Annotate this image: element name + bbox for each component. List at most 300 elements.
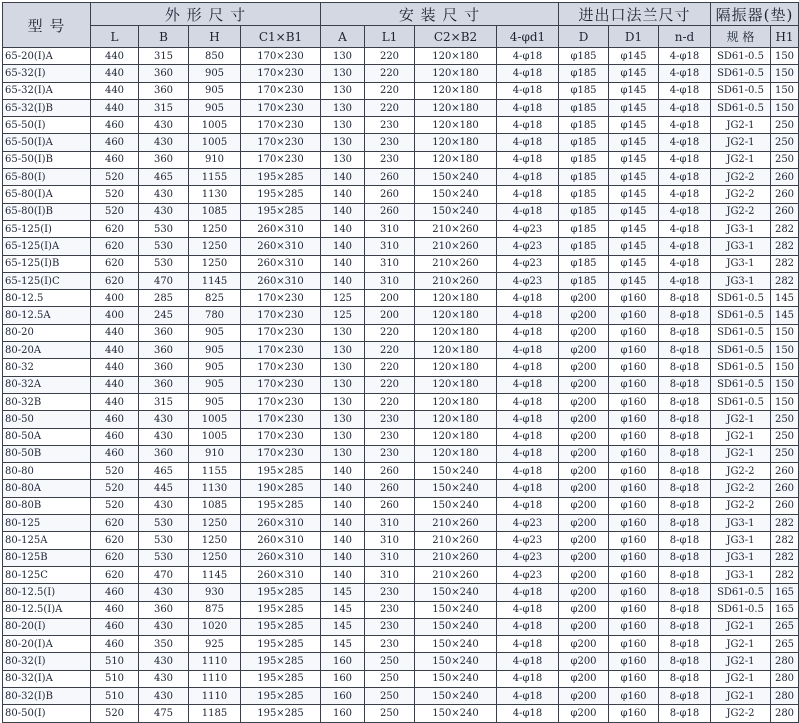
value-cell: 4-φ18 xyxy=(497,463,559,480)
value-cell: φ185 xyxy=(559,65,609,82)
value-cell: 430 xyxy=(139,411,189,428)
value-cell: φ200 xyxy=(559,705,609,722)
value-cell: 230 xyxy=(365,584,415,601)
value-cell: JG2-1 xyxy=(711,117,771,134)
model-cell: 80-32B xyxy=(3,393,91,410)
value-cell: 1185 xyxy=(189,705,241,722)
value-cell: 210×260 xyxy=(415,272,497,289)
value-cell: φ185 xyxy=(559,255,609,272)
value-cell: φ185 xyxy=(559,203,609,220)
value-cell: JG2-2 xyxy=(711,705,771,722)
value-cell: 8-φ18 xyxy=(659,532,711,549)
value-cell: 400 xyxy=(91,290,139,307)
value-cell: 4-φ18 xyxy=(659,169,711,186)
model-cell: 80-80 xyxy=(3,463,91,480)
value-cell: 4-φ18 xyxy=(497,342,559,359)
value-cell: 310 xyxy=(365,272,415,289)
value-cell: φ160 xyxy=(609,670,659,687)
value-cell: SD61-0.5 xyxy=(711,324,771,341)
value-cell: 260×310 xyxy=(241,272,321,289)
value-cell: 1130 xyxy=(189,480,241,497)
value-cell: 430 xyxy=(139,584,189,601)
value-cell: φ185 xyxy=(559,220,609,237)
value-cell: JG2-1 xyxy=(711,151,771,168)
value-cell: 310 xyxy=(365,238,415,255)
value-cell: 250 xyxy=(771,445,799,462)
value-cell: 520 xyxy=(91,705,139,722)
value-cell: 520 xyxy=(91,463,139,480)
value-cell: SD61-0.5 xyxy=(711,307,771,324)
value-cell: φ160 xyxy=(609,393,659,410)
value-cell: 265 xyxy=(771,618,799,635)
header-b: B xyxy=(139,26,189,48)
value-cell: 4-φ18 xyxy=(497,687,559,704)
table-body xyxy=(3,48,799,723)
value-cell: 310 xyxy=(365,566,415,583)
header-a: A xyxy=(321,26,365,48)
value-cell: 282 xyxy=(771,272,799,289)
value-cell: 430 xyxy=(139,687,189,704)
model-cell: 65-80(I)B xyxy=(3,203,91,220)
value-cell: φ185 xyxy=(559,134,609,151)
value-cell: 4-φ18 xyxy=(659,203,711,220)
value-cell: φ160 xyxy=(609,445,659,462)
value-cell: 250 xyxy=(365,670,415,687)
value-cell: 460 xyxy=(91,618,139,635)
value-cell: 8-φ18 xyxy=(659,549,711,566)
value-cell: 260 xyxy=(771,203,799,220)
value-cell: 282 xyxy=(771,238,799,255)
value-cell: 360 xyxy=(139,445,189,462)
value-cell: SD61-0.5 xyxy=(711,584,771,601)
table-row xyxy=(3,497,799,514)
value-cell: 130 xyxy=(321,99,365,116)
value-cell: 4-φ23 xyxy=(497,515,559,532)
table-row xyxy=(3,618,799,635)
table-row xyxy=(3,48,799,65)
value-cell: JG3-1 xyxy=(711,238,771,255)
model-cell: 80-12.5(I)A xyxy=(3,601,91,618)
value-cell: 120×180 xyxy=(415,428,497,445)
value-cell: 170×230 xyxy=(241,99,321,116)
value-cell: 315 xyxy=(139,99,189,116)
value-cell: 210×260 xyxy=(415,255,497,272)
value-cell: 282 xyxy=(771,566,799,583)
value-cell: 8-φ18 xyxy=(659,324,711,341)
value-cell: 1110 xyxy=(189,670,241,687)
value-cell: 220 xyxy=(365,359,415,376)
value-cell: 4-φ18 xyxy=(497,393,559,410)
value-cell: 220 xyxy=(365,65,415,82)
value-cell: 4-φ18 xyxy=(497,169,559,186)
value-cell: 620 xyxy=(91,532,139,549)
value-cell: 1110 xyxy=(189,653,241,670)
value-cell: 150 xyxy=(771,376,799,393)
value-cell: 145 xyxy=(321,601,365,618)
value-cell: 8-φ18 xyxy=(659,618,711,635)
value-cell: JG2-1 xyxy=(711,134,771,151)
value-cell: 620 xyxy=(91,272,139,289)
value-cell: JG2-1 xyxy=(711,653,771,670)
table-row xyxy=(3,687,799,704)
value-cell: φ200 xyxy=(559,687,609,704)
model-cell: 80-32 xyxy=(3,359,91,376)
value-cell: 530 xyxy=(139,220,189,237)
value-cell: JG2-1 xyxy=(711,411,771,428)
value-cell: 260×310 xyxy=(241,255,321,272)
value-cell: 230 xyxy=(365,151,415,168)
value-cell: 195×285 xyxy=(241,169,321,186)
value-cell: 130 xyxy=(321,359,365,376)
header-h: H xyxy=(189,26,241,48)
value-cell: φ160 xyxy=(609,411,659,428)
value-cell: 140 xyxy=(321,238,365,255)
table-row xyxy=(3,359,799,376)
value-cell: JG2-1 xyxy=(711,687,771,704)
value-cell: 8-φ18 xyxy=(659,566,711,583)
value-cell: SD61-0.5 xyxy=(711,601,771,618)
header-model: 型 号 xyxy=(3,3,91,48)
value-cell: 4-φ18 xyxy=(497,428,559,445)
value-cell: 150 xyxy=(771,393,799,410)
value-cell: 4-φ18 xyxy=(659,65,711,82)
value-cell: 150×240 xyxy=(415,636,497,653)
value-cell: 620 xyxy=(91,220,139,237)
value-cell: 170×230 xyxy=(241,307,321,324)
value-cell: JG3-1 xyxy=(711,532,771,549)
table-row xyxy=(3,151,799,168)
value-cell: 150×240 xyxy=(415,601,497,618)
value-cell: 4-φ18 xyxy=(659,48,711,65)
value-cell: φ185 xyxy=(559,82,609,99)
value-cell: 460 xyxy=(91,117,139,134)
value-cell: 260 xyxy=(365,463,415,480)
value-cell: 195×285 xyxy=(241,670,321,687)
value-cell: 440 xyxy=(91,393,139,410)
value-cell: 190×285 xyxy=(241,480,321,497)
value-cell: 360 xyxy=(139,324,189,341)
value-cell: 150 xyxy=(771,48,799,65)
value-cell: 4-φ18 xyxy=(659,272,711,289)
value-cell: 170×230 xyxy=(241,151,321,168)
value-cell: JG3-1 xyxy=(711,566,771,583)
value-cell: φ185 xyxy=(559,48,609,65)
value-cell: 170×230 xyxy=(241,393,321,410)
table-row xyxy=(3,82,799,99)
value-cell: 440 xyxy=(91,359,139,376)
value-cell: JG2-2 xyxy=(711,480,771,497)
value-cell: 430 xyxy=(139,203,189,220)
value-cell: 430 xyxy=(139,186,189,203)
model-cell: 80-32(I)B xyxy=(3,687,91,704)
table-row xyxy=(3,549,799,566)
value-cell: 430 xyxy=(139,134,189,151)
value-cell: JG2-1 xyxy=(711,445,771,462)
model-cell: 80-32(I)A xyxy=(3,670,91,687)
value-cell: 145 xyxy=(321,618,365,635)
value-cell: φ160 xyxy=(609,636,659,653)
value-cell: 150 xyxy=(771,342,799,359)
value-cell: 265 xyxy=(771,636,799,653)
value-cell: φ200 xyxy=(559,411,609,428)
value-cell: 8-φ18 xyxy=(659,653,711,670)
value-cell: 8-φ18 xyxy=(659,463,711,480)
table-row xyxy=(3,428,799,445)
model-cell: 65-125(I) xyxy=(3,220,91,237)
value-cell: φ200 xyxy=(559,480,609,497)
table-row xyxy=(3,65,799,82)
value-cell: 170×230 xyxy=(241,359,321,376)
value-cell: 465 xyxy=(139,169,189,186)
value-cell: 460 xyxy=(91,636,139,653)
model-cell: 65-80(I) xyxy=(3,169,91,186)
value-cell: 250 xyxy=(365,687,415,704)
value-cell: 925 xyxy=(189,636,241,653)
table-row xyxy=(3,393,799,410)
value-cell: 430 xyxy=(139,428,189,445)
value-cell: 8-φ18 xyxy=(659,359,711,376)
value-cell: φ145 xyxy=(609,151,659,168)
value-cell: 200 xyxy=(365,307,415,324)
model-cell: 80-80B xyxy=(3,497,91,514)
value-cell: 8-φ18 xyxy=(659,497,711,514)
value-cell: 145 xyxy=(321,636,365,653)
value-cell: 430 xyxy=(139,670,189,687)
table-row xyxy=(3,342,799,359)
value-cell: φ185 xyxy=(559,169,609,186)
value-cell: 260 xyxy=(771,186,799,203)
value-cell: JG3-1 xyxy=(711,515,771,532)
value-cell: 120×180 xyxy=(415,445,497,462)
value-cell: 130 xyxy=(321,342,365,359)
value-cell: 620 xyxy=(91,515,139,532)
value-cell: 905 xyxy=(189,82,241,99)
value-cell: φ160 xyxy=(609,342,659,359)
value-cell: 130 xyxy=(321,445,365,462)
value-cell: 282 xyxy=(771,255,799,272)
value-cell: 150×240 xyxy=(415,480,497,497)
value-cell: 4-φ18 xyxy=(659,117,711,134)
value-cell: 430 xyxy=(139,653,189,670)
value-cell: 520 xyxy=(91,480,139,497)
value-cell: 220 xyxy=(365,324,415,341)
value-cell: φ160 xyxy=(609,307,659,324)
value-cell: 230 xyxy=(365,601,415,618)
value-cell: φ185 xyxy=(559,99,609,116)
value-cell: 195×285 xyxy=(241,497,321,514)
value-cell: 160 xyxy=(321,705,365,722)
value-cell: 530 xyxy=(139,238,189,255)
value-cell: 195×285 xyxy=(241,636,321,653)
value-cell: 4-φ18 xyxy=(497,307,559,324)
value-cell: φ160 xyxy=(609,359,659,376)
value-cell: 245 xyxy=(139,307,189,324)
value-cell: 4-φ18 xyxy=(497,636,559,653)
value-cell: 315 xyxy=(139,48,189,65)
value-cell: 130 xyxy=(321,82,365,99)
model-cell: 65-125(I)C xyxy=(3,272,91,289)
value-cell: 910 xyxy=(189,445,241,462)
value-cell: 195×285 xyxy=(241,203,321,220)
value-cell: 8-φ18 xyxy=(659,428,711,445)
value-cell: SD61-0.5 xyxy=(711,359,771,376)
value-cell: 8-φ18 xyxy=(659,393,711,410)
value-cell: 4-φ18 xyxy=(659,220,711,237)
value-cell: 250 xyxy=(365,705,415,722)
value-cell: φ160 xyxy=(609,376,659,393)
value-cell: 875 xyxy=(189,601,241,618)
value-cell: 8-φ18 xyxy=(659,670,711,687)
table-row xyxy=(3,705,799,722)
value-cell: 4-φ18 xyxy=(497,134,559,151)
value-cell: SD61-0.5 xyxy=(711,82,771,99)
value-cell: 4-φ23 xyxy=(497,220,559,237)
value-cell: 460 xyxy=(91,428,139,445)
value-cell: 210×260 xyxy=(415,220,497,237)
value-cell: 260 xyxy=(771,463,799,480)
table-row xyxy=(3,203,799,220)
value-cell: 430 xyxy=(139,497,189,514)
value-cell: 250 xyxy=(365,653,415,670)
value-cell: 140 xyxy=(321,255,365,272)
value-cell: 905 xyxy=(189,376,241,393)
value-cell: 260 xyxy=(365,480,415,497)
table-row xyxy=(3,238,799,255)
value-cell: φ145 xyxy=(609,82,659,99)
value-cell: φ200 xyxy=(559,428,609,445)
value-cell: 130 xyxy=(321,376,365,393)
table-row xyxy=(3,324,799,341)
value-cell: 210×260 xyxy=(415,515,497,532)
value-cell: φ185 xyxy=(559,272,609,289)
value-cell: 910 xyxy=(189,151,241,168)
model-cell: 80-20(I) xyxy=(3,618,91,635)
value-cell: 475 xyxy=(139,705,189,722)
value-cell: 120×180 xyxy=(415,151,497,168)
value-cell: 1005 xyxy=(189,411,241,428)
value-cell: 220 xyxy=(365,393,415,410)
value-cell: φ145 xyxy=(609,117,659,134)
value-cell: 4-φ18 xyxy=(659,82,711,99)
header-c2-b2: C2×B2 xyxy=(415,26,497,48)
table-row xyxy=(3,445,799,462)
value-cell: 8-φ18 xyxy=(659,601,711,618)
value-cell: φ200 xyxy=(559,566,609,583)
value-cell: 440 xyxy=(91,376,139,393)
value-cell: φ200 xyxy=(559,307,609,324)
value-cell: 1130 xyxy=(189,186,241,203)
value-cell: 280 xyxy=(771,687,799,704)
value-cell: 140 xyxy=(321,497,365,514)
value-cell: 220 xyxy=(365,376,415,393)
value-cell: 170×230 xyxy=(241,342,321,359)
header-outline-dimensions: 外 形 尺 寸 xyxy=(91,3,321,26)
value-cell: 4-φ18 xyxy=(497,82,559,99)
value-cell: 260 xyxy=(365,169,415,186)
table-row xyxy=(3,515,799,532)
value-cell: 150 xyxy=(771,82,799,99)
model-cell: 65-32(I)B xyxy=(3,99,91,116)
value-cell: φ200 xyxy=(559,636,609,653)
value-cell: 4-φ18 xyxy=(497,186,559,203)
model-cell: 65-32(I) xyxy=(3,65,91,82)
value-cell: φ200 xyxy=(559,445,609,462)
value-cell: 130 xyxy=(321,393,365,410)
value-cell: 165 xyxy=(771,601,799,618)
value-cell: JG2-2 xyxy=(711,186,771,203)
value-cell: 530 xyxy=(139,515,189,532)
value-cell: 445 xyxy=(139,480,189,497)
value-cell: 125 xyxy=(321,307,365,324)
value-cell: φ185 xyxy=(559,117,609,134)
value-cell: 120×180 xyxy=(415,117,497,134)
value-cell: 1020 xyxy=(189,618,241,635)
value-cell: 120×180 xyxy=(415,376,497,393)
value-cell: φ145 xyxy=(609,186,659,203)
value-cell: 4-φ23 xyxy=(497,238,559,255)
value-cell: 285 xyxy=(139,290,189,307)
value-cell: 230 xyxy=(365,134,415,151)
value-cell: φ200 xyxy=(559,324,609,341)
value-cell: φ200 xyxy=(559,653,609,670)
value-cell: 140 xyxy=(321,480,365,497)
model-cell: 80-125 xyxy=(3,515,91,532)
value-cell: 4-φ18 xyxy=(659,238,711,255)
table-row xyxy=(3,636,799,653)
value-cell: 160 xyxy=(321,653,365,670)
value-cell: φ200 xyxy=(559,549,609,566)
value-cell: 260×310 xyxy=(241,549,321,566)
value-cell: 4-φ18 xyxy=(497,324,559,341)
value-cell: φ145 xyxy=(609,48,659,65)
value-cell: 620 xyxy=(91,238,139,255)
value-cell: 140 xyxy=(321,549,365,566)
value-cell: 195×285 xyxy=(241,705,321,722)
value-cell: 530 xyxy=(139,532,189,549)
model-cell: 65-20(I)A xyxy=(3,48,91,65)
value-cell: φ200 xyxy=(559,618,609,635)
value-cell: 905 xyxy=(189,393,241,410)
value-cell: 250 xyxy=(771,151,799,168)
value-cell: φ200 xyxy=(559,393,609,410)
value-cell: 460 xyxy=(91,445,139,462)
value-cell: 140 xyxy=(321,515,365,532)
value-cell: 1250 xyxy=(189,255,241,272)
value-cell: 120×180 xyxy=(415,324,497,341)
value-cell: JG2-2 xyxy=(711,463,771,480)
value-cell: 4-φ18 xyxy=(659,99,711,116)
value-cell: 140 xyxy=(321,186,365,203)
header-bolt-holes: 4-φd1 xyxy=(497,26,559,48)
value-cell: 4-φ18 xyxy=(497,117,559,134)
value-cell: 4-φ18 xyxy=(497,203,559,220)
model-cell: 80-80A xyxy=(3,480,91,497)
value-cell: JG3-1 xyxy=(711,220,771,237)
value-cell: 130 xyxy=(321,65,365,82)
value-cell: 282 xyxy=(771,549,799,566)
table-row xyxy=(3,601,799,618)
value-cell: φ145 xyxy=(609,220,659,237)
value-cell: 510 xyxy=(91,687,139,704)
value-cell: SD61-0.5 xyxy=(711,342,771,359)
value-cell: 140 xyxy=(321,532,365,549)
value-cell: 4-φ18 xyxy=(497,670,559,687)
value-cell: 210×260 xyxy=(415,566,497,583)
value-cell: 360 xyxy=(139,82,189,99)
table-row xyxy=(3,290,799,307)
value-cell: JG2-2 xyxy=(711,169,771,186)
value-cell: 282 xyxy=(771,532,799,549)
